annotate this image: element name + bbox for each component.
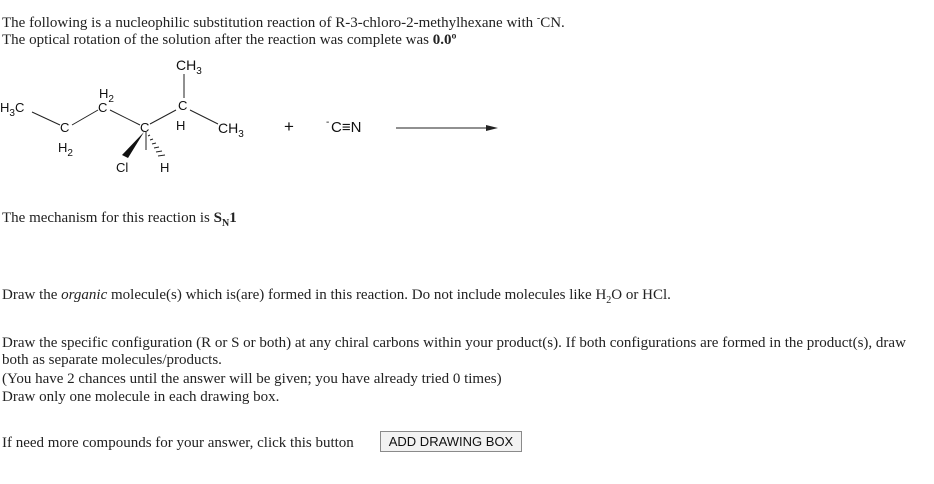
optical-rotation-value: 0.0º — [432, 32, 457, 48]
h3c-left-label: $H_3C$ — [0, 100, 25, 119]
instruction-configuration-1: Draw the specific configuration (R or S or both) at any chiral carbons within your product(s). If both configurations are formed in the product(s), draw — [2, 335, 906, 351]
intro-line-2-prefix: The optical rotation of the solution after the reaction was complete was — [2, 32, 433, 48]
carbon-label-chiral: C — [140, 120, 150, 135]
hydrogen-label-ch: H — [176, 118, 186, 133]
intro-line-1-suffix: CN. — [540, 15, 565, 31]
ch3-top-label: $CH_3$ — [176, 57, 202, 77]
h2-bottom-label: $H_2$ — [58, 140, 73, 159]
skeleton-bonds — [32, 74, 218, 150]
ch3-right-label: $CH_3$ — [218, 120, 244, 140]
reaction-scheme — [0, 50, 520, 180]
h2-top-label: $H_2$ — [99, 86, 114, 105]
one-molecule-note: Draw only one molecule in each drawing box. — [2, 389, 280, 405]
mechanism-prefix: The mechanism for this reaction is — [2, 210, 214, 226]
reaction-arrow — [396, 125, 498, 131]
mechanism-line — [2, 209, 237, 233]
carbon-label-ch2-bottom: C — [60, 120, 70, 135]
instruction-configuration-2: both as separate molecules/products. — [2, 352, 222, 368]
wedge-bond — [122, 132, 144, 158]
hashed-bond — [148, 135, 165, 156]
organic-emphasis: organic — [61, 287, 108, 303]
chlorine-label: Cl — [116, 160, 129, 175]
hydrogen-label-chiral: H — [160, 160, 170, 175]
instruction-organic: Draw the organic molecule(s) which is(are) formed in this reaction. Do not include molecules like $H_2O$ or HCl. — [2, 287, 671, 306]
carbon-label-ch: C — [178, 98, 188, 113]
intro-line-1-prefix: The following is a nucleophilic substitution reaction of R-3-chloro-2-methylhexane with — [2, 15, 537, 31]
mechanism-value: $S_N1$ — [213, 210, 237, 229]
add-drawing-box-button[interactable]: ADD DRAWING BOX — [380, 431, 522, 452]
attempts-info: (You have 2 chances until the answer will be given; you have already tried 0 times) — [2, 371, 502, 387]
intro-line-2 — [2, 31, 456, 49]
carbon-label-ch2-top: C — [98, 100, 108, 115]
intro-line-1 — [2, 10, 565, 32]
intro-minus-sign: - — [536, 13, 541, 24]
cyanide-charge: - — [326, 117, 330, 128]
cyanide-label: C≡N — [331, 119, 362, 136]
add-box-prompt: If need more compounds for your answer, click this button — [2, 435, 354, 451]
plus-sign: + — [284, 117, 294, 136]
